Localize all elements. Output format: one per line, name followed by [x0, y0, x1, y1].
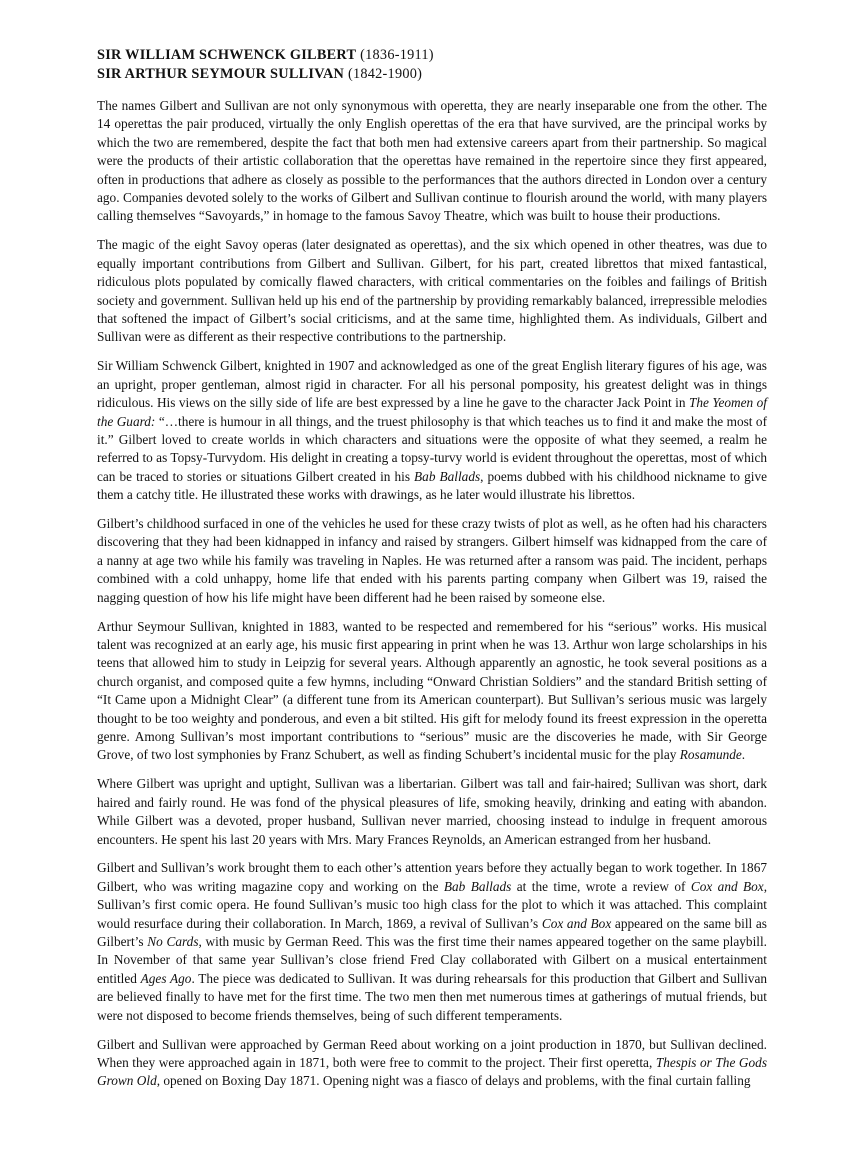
text-run: , Sullivan’s first comic opera. He found Sullivan’s music too high class for the plot to which it was attached. This complaint would resurface during their collaboration. In March, 1869, a revival of Sullivan’s — [97, 878, 768, 931]
text-run: . — [741, 747, 746, 763]
paragraph — [97, 859, 767, 1025]
page-header — [97, 46, 767, 83]
text-run: The magic of the eight Savoy operas (later designated as operettas), and the six which opened in other theatres, was due to equally important contributions from Gilbert and Sullivan. Gilbert, for his part, created librettos that mixed fantastical, ridiculous plots populated by comically flawed characters, with critical commentaries on the foibles and failings of British society and government. Sullivan held up his end of the partnership by providing remarkably balanced, irrepressible melodies that softened the impact of Gilbert’s social criticisms, and at the same time, highlighted them. As individuals, Gilbert and Sullivan were as different as their respective contributions to the partnership. — [97, 237, 767, 345]
heading-line-sullivan — [97, 65, 767, 84]
article-body — [97, 97, 767, 1091]
text-run: , opened on Boxing Day 1871. Opening night was a fiasco of delays and problems, with the final curtain falling — [156, 1073, 751, 1089]
text-run: Gilbert and Sullivan’s work brought them to each other’s attention years before they actually began to work together. In 1867 Gilbert, who was writing magazine copy and working on the — [97, 860, 767, 894]
work-title-italic: Thespis or The Gods Grown Old — [97, 1055, 767, 1089]
text-run: The names Gilbert and Sullivan are not only synonymous with operetta, they are nearly inseparable one from the other. The 14 operettas the pair produced, virtually the only English operettas of the era that have survived, are the principal works by which the two are remembered, despite the fact that both men had extensive careers apart from their partnership. So magical were the products of their artistic collaboration that the operettas have remained in the repertoire since they first appeared, often in productions that adhere as closely as possible to the performances that the authors directed in London over a century ago. Companies devoted solely to the works of Gilbert and Sullivan continue to flourish around the world, with many players calling themselves “Savoyards,” in homage to the famous Savoy Theatre, which was built to house their productions. — [97, 98, 767, 224]
paragraph — [97, 1036, 767, 1091]
work-title-italic: The Yeomen of the Guard: — [97, 395, 767, 429]
text-run: “…there is humour in all things, and the truest philosophy is that which teaches us to find it and make the most of it.” Gilbert loved to create worlds in which characters and situations were the opposite of what they seemed, a realm he referred to as Topsy-Turvydom. His delight in creating a topsy-turvy world is evident throughout the operettas, most of which can be traced to stories or situations Gilbert created in his — [97, 413, 767, 484]
text-run: Gilbert’s childhood surfaced in one of the vehicles he used for these crazy twists of plot as well, as he often had his characters discovering that they had been kidnapped in infancy and raised by strangers. Gilbert himself was kidnapped from the care of a nanny at age two while his family was traveling in Naples. He was returned after a ransom was paid. The incident, perhaps combined with a cold unhappy, home life that ended with his parents parting company when Gilbert was 19, raised the nagging question of how his life might have been different had he been raised by someone else. — [97, 516, 767, 605]
text-run: Sir William Schwenck Gilbert, knighted in 1907 and acknowledged as one of the great English literary figures of his age, was an upright, proper gentleman, almost rigid in character. For all his personal pomposity, his greatest delight was in things ridiculous. His views on the silly side of life are best expressed by a line he gave to the character Jack Point in — [97, 358, 767, 411]
work-title-italic: Cox and Box — [541, 915, 612, 931]
heading-gilbert-name: SIR WILLIAM SCHWENCK GILBERT — [97, 47, 357, 63]
paragraph — [97, 236, 767, 346]
text-run: . The piece was dedicated to Sullivan. It was during rehearsals for this production that Gilbert and Sullivan are believed finally to have met for the first time. The two men then met numerous times at gatherings of mutual friends, but were not disposed to become friends themselves, being of such different temperaments. — [97, 970, 767, 1023]
paragraph — [97, 515, 767, 607]
work-title-italic: Ages Ago — [140, 970, 192, 986]
text-column — [97, 46, 767, 1101]
work-title-italic: Bab Ballads — [443, 878, 512, 894]
heading-line-gilbert — [97, 46, 767, 65]
text-run: at the time, wrote a review of — [511, 878, 691, 894]
work-title-italic: Bab Ballads — [414, 468, 481, 484]
paragraph — [97, 357, 767, 504]
heading-sullivan-name: SIR ARTHUR SEYMOUR SULLIVAN — [97, 65, 345, 82]
text-run: Where Gilbert was upright and uptight, Sullivan was a libertarian. Gilbert was tall and fair-haired; Sullivan was short, dark haired and fairly round. He was fond of the physical pleasures of life, smoking heavily, drinking and eating with abandon. While Gilbert was a devoted, proper husband, Sullivan never married, choosing instead to indulge in frequent amorous encounters. He spent his last 20 years with Mrs. Mary Frances Reynolds, an American estranged from her husband. — [97, 776, 767, 847]
work-title-italic: Cox and Box — [690, 878, 764, 894]
text-run: appeared on the same bill as Gilbert’s — [97, 915, 767, 950]
work-title-italic: Rosamunde — [679, 747, 742, 763]
text-run: , poems dubbed with his childhood nickname to give them a catchy title. He illustrated these works with drawings, as he later would illustrate his librettos. — [97, 468, 768, 503]
paragraph — [97, 618, 767, 765]
work-title-italic: No Cards — [147, 934, 199, 950]
paragraph — [97, 97, 767, 226]
paragraph — [97, 775, 767, 849]
text-run: Gilbert and Sullivan were approached by German Reed about working on a joint production in 1870, but Sullivan declined. When they were approached again in 1871, both were free to commit to the project. Their first operetta, — [97, 1036, 767, 1070]
text-run: Arthur Seymour Sullivan, knighted in 1883, wanted to be respected and remembered for his “serious” works. His musical talent was recognized at an early age, his music first appearing in print when he was 13. Arthur won large scholarships in his teens that allowed him to study in Leipzig for several years. Although apparently an agnostic, he took several positions as a church organist, and composed quite a few hymns, including “Onward Christian Soldiers” and the standard British setting of “It Came upon a Midnight Clear” (a different tune from its American counterpart). But Sullivan’s serious music was largely thought to be too weighty and ponderous, and even a bit stilted. His gift for melody found its freest expression in the operetta genre. Among Sullivan’s most important contributions to “serious” music are the discoveries he made, with Sir George Grove, of two lost symphonies by Franz Schubert, as well as finding Schubert’s incidental music for the play — [97, 618, 767, 763]
text-run: , with music by German Reed. This was the first time their names appeared together on the same playbill. In November of that same year Sullivan’s close friend Fred Clay collaborated with Gilbert on a musical entertainment entitled — [97, 934, 767, 986]
heading-sullivan-dates: (1842-1900) — [347, 65, 423, 82]
heading-gilbert-dates: (1836-1911) — [360, 47, 434, 63]
